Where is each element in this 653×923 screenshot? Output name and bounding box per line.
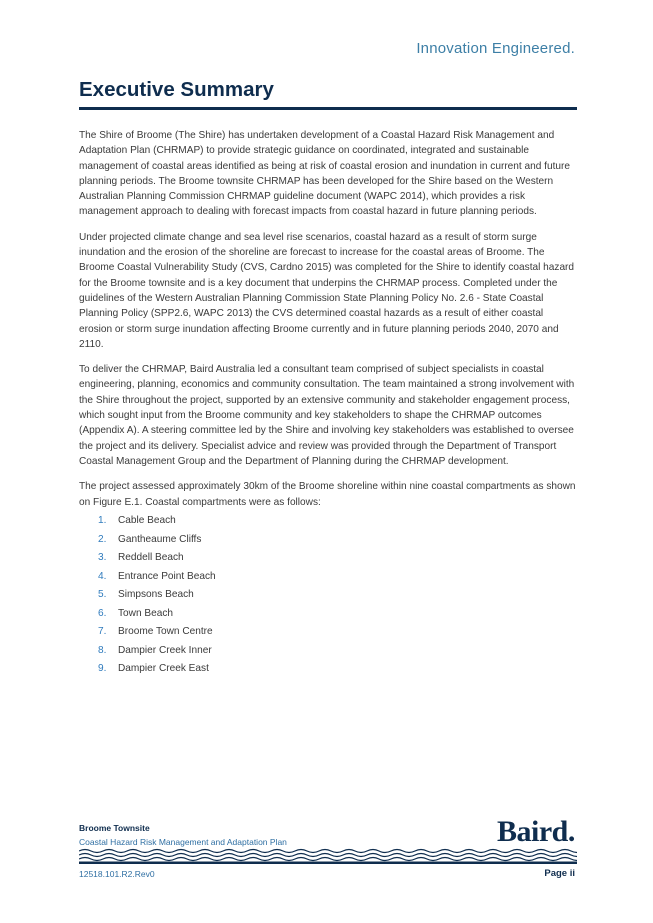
footer-project-name: Broome Townsite bbox=[79, 823, 150, 833]
wave-line-top bbox=[79, 850, 577, 853]
list-text: Town Beach bbox=[118, 607, 173, 619]
header-tagline: Innovation Engineered. bbox=[416, 40, 575, 57]
compartment-list bbox=[79, 512, 577, 679]
list-item bbox=[79, 586, 577, 605]
list-number: 7. bbox=[98, 626, 107, 638]
list-item bbox=[79, 623, 577, 642]
list-number: 4. bbox=[98, 570, 107, 582]
page-number: Page ii bbox=[544, 868, 575, 879]
page-title: Executive Summary bbox=[79, 78, 274, 101]
list-number: 6. bbox=[98, 607, 107, 619]
paragraph-climate: Under projected climate change and sea level rise scenarios, coastal hazard as a result of storm surge inundation and the erosion of the shoreline are forecast to increase for the coastal areas of Broome. The Broome Coastal Vulnerability Study (CVS, Cardno 2015) was completed for the Shire to identify coastal hazard for the Broome townsite and is a key document that underpins the CHRMAP process. Completed under the guidelines of the Western Australian Planning Commission State Planning Policy No. 2.6 - State Coastal Planning Policy (SPP2.6, WAPC 2013) the CVS determined coastal hazards as a result of either coastal erosion or storm surge inundation affecting Broome currently and in future planning periods 2040, 2070 and 2110. bbox=[79, 231, 575, 350]
list-item bbox=[79, 641, 577, 660]
list-text: Gantheaume Cliffs bbox=[118, 533, 202, 545]
list-number: 9. bbox=[98, 663, 107, 675]
baird-logo: Baird. bbox=[497, 815, 575, 848]
list-item bbox=[79, 660, 577, 679]
list-number: 1. bbox=[98, 515, 107, 527]
title-divider bbox=[79, 107, 577, 110]
list-text: Entrance Point Beach bbox=[118, 570, 216, 582]
paragraph-compartments: The project assessed approximately 30km of the Broome shoreline within nine coastal compartments as shown on Figure E.1. Coastal compartments were as follows: bbox=[79, 481, 576, 508]
list-item bbox=[79, 567, 577, 586]
list-item bbox=[79, 530, 577, 549]
list-text: Broome Town Centre bbox=[118, 626, 213, 638]
list-text: Dampier Creek Inner bbox=[118, 644, 212, 656]
list-text: Dampier Creek East bbox=[118, 663, 209, 675]
list-item bbox=[79, 512, 577, 531]
list-text: Simpsons Beach bbox=[118, 589, 194, 601]
paragraph-delivery: To deliver the CHRMAP, Baird Australia led a consultant team comprised of subject specialists in coastal engineering, planning, economics and community consultation. The team maintained a strong involvement with the Shire throughout the project, supported by an extensive community and stakeholder engagement process, which sought input from the Broome community and key stakeholders to shape the CHRMAP outcomes (Appendix A). A steering committee led by the Shire and involving key stakeholders was established to oversee the project and its delivery. Specialist advice and review was provided through the Department of Transport Coastal Management Group and the Department of Planning during the CHRMAP development. bbox=[79, 364, 575, 467]
list-number: 5. bbox=[98, 589, 107, 601]
document-number: 12518.101.R2.Rev0 bbox=[79, 869, 155, 879]
wave-line-bottom bbox=[79, 858, 577, 861]
footer-document-title: Coastal Hazard Risk Management and Adaptation Plan bbox=[79, 837, 287, 847]
document-body bbox=[79, 128, 577, 678]
list-number: 8. bbox=[98, 644, 107, 656]
list-text: Cable Beach bbox=[118, 515, 176, 527]
list-number: 3. bbox=[98, 552, 107, 564]
list-text: Reddell Beach bbox=[118, 552, 184, 564]
wave-base-band bbox=[79, 862, 577, 865]
list-item bbox=[79, 604, 577, 623]
wave-divider bbox=[79, 848, 577, 864]
list-item bbox=[79, 549, 577, 568]
paragraph-intro: The Shire of Broome (The Shire) has undertaken development of a Coastal Hazard Risk Management and Adaptation Plan (CHRMAP) to provide strategic guidance on coordinated, integrated and sustainable management of coastal areas identified as being at risk of coastal erosion and inundation in current and future planning periods. The Broome townsite CHRMAP has been developed for the Shire based on the Western Australian Planning Commission CHRMAP guideline document (WAPC 2014), which provides a risk management approach to dealing with forecast impacts from coastal hazard in future planning periods. bbox=[79, 130, 570, 218]
list-number: 2. bbox=[98, 533, 107, 545]
wave-line-middle bbox=[79, 854, 577, 857]
